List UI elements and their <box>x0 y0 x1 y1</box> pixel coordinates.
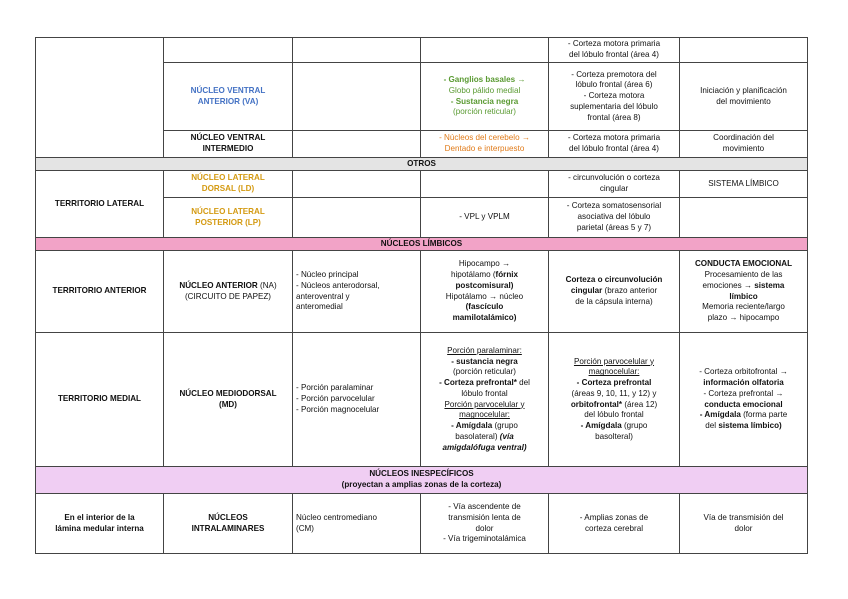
nucleus-anterior <box>164 251 293 333</box>
cell-line: anteroventral y <box>296 291 350 301</box>
text-run: basolateral) <box>455 431 500 441</box>
thalamic-nuclei-table <box>35 37 808 554</box>
cell-line: cingular <box>599 184 629 193</box>
cell-line: Vía de transmisión del <box>703 512 784 522</box>
table-cell <box>293 171 421 198</box>
cell-line: - circunvolución o corteza <box>568 173 660 183</box>
text-run: - Corteza prefrontal* <box>439 378 517 387</box>
cell-line: NÚCLEO LATERAL <box>191 206 265 216</box>
cell-line <box>552 421 676 432</box>
cell-line: del lóbulo frontal (área 4) <box>569 144 659 153</box>
section-title: NÚCLEOS LÍMBICOS <box>36 238 808 251</box>
nucleus-ld <box>164 171 293 198</box>
cell-line: - Núcleos anterodorsal, <box>296 280 380 290</box>
cell-line: (porción reticular) <box>453 107 516 117</box>
function-anterior <box>680 251 808 333</box>
cell-line: - Sustancia negra <box>450 96 519 106</box>
cell-line: mamilotalámico) <box>452 313 517 322</box>
efferents-va <box>549 63 680 131</box>
table-row <box>36 333 808 467</box>
table-cell <box>293 38 421 63</box>
function-va <box>680 63 808 131</box>
cell-line: - Corteza motora primaria <box>567 133 661 143</box>
efferents-anterior <box>549 251 680 333</box>
cell-line: Porción parvocelular y <box>444 399 525 409</box>
section-title: OTROS <box>36 158 808 171</box>
cell-line: dolor <box>734 523 753 533</box>
cell-line: Globo pálido medial <box>448 85 521 95</box>
text-run: cingular <box>570 286 603 296</box>
text-run: del <box>705 421 719 430</box>
function-md <box>680 333 808 467</box>
cell-line <box>552 286 676 297</box>
text-run: (NA) <box>257 280 277 290</box>
table-row <box>36 171 808 198</box>
cell-line: Hipotálamo → núcleo <box>445 291 524 301</box>
text-run: (forma parte <box>740 410 788 420</box>
cell-line: (proyectan a amplias zonas de la corteza) <box>341 480 502 489</box>
text-run: orbitofrontal* <box>570 399 623 409</box>
cell-line: amigdalófuga ventral) <box>442 442 527 452</box>
afferents-md <box>421 333 549 467</box>
cell-line: lóbulo frontal <box>461 388 508 398</box>
cell-line: - Núcleos del cerebelo → <box>439 133 530 143</box>
cell-line: del lóbulo frontal <box>584 410 644 420</box>
cell-line: Corteza o circunvolución <box>565 275 663 285</box>
section-header-limbicos <box>36 238 808 251</box>
cell-line <box>683 421 804 432</box>
cell-line: asociativa del lóbulo <box>577 212 651 222</box>
text-run: (área 12) <box>622 399 658 409</box>
nucleus-lp <box>164 198 293 238</box>
cell-line: del movimiento <box>716 96 771 106</box>
cell-line <box>424 270 545 281</box>
parts-md <box>293 333 421 467</box>
cell-line: (MD) <box>219 399 237 409</box>
text-run: (grupo <box>492 421 518 430</box>
cell-line: - Vía trigeminotalámica <box>443 534 526 544</box>
text-run: emociones → <box>702 280 755 290</box>
cell-line: DORSAL (LD) <box>201 184 255 193</box>
cell-line: - Corteza motora <box>583 91 645 101</box>
cell-line: Núcleo centromediano <box>296 512 377 522</box>
table-cell <box>421 38 549 63</box>
cell-line: conducta emocional <box>704 399 783 409</box>
cell-line: corteza cerebral <box>584 523 644 533</box>
table-cell <box>36 38 164 158</box>
cell-line <box>683 410 804 421</box>
text-run: del <box>516 378 530 387</box>
table-cell <box>549 38 680 63</box>
cell-line: - Porción parvocelular <box>296 394 375 404</box>
cell-line: Porción paralaminar: <box>447 345 522 355</box>
cell-line: del lóbulo frontal (área 4) <box>569 50 659 59</box>
cell-line: - Porción paralaminar <box>296 383 374 393</box>
function-intralaminar <box>680 494 808 554</box>
table-cell <box>164 38 293 63</box>
cell-line: postcomisural) <box>455 280 514 290</box>
cell-line: (áreas 9, 10, 11, y 12) y <box>571 388 657 398</box>
afferents-va <box>421 63 549 131</box>
afferents-anterior <box>421 251 549 333</box>
cell-line: magnocelular: <box>459 410 510 420</box>
afferents-lp: - VPL y VPLM <box>421 198 549 238</box>
cell-line: de la cápsula interna) <box>575 296 653 306</box>
cell-line: (fascículo <box>465 302 504 312</box>
cell-line: transmisión lenta de <box>448 512 521 522</box>
nucleus-vi <box>164 131 293 158</box>
table-cell <box>293 63 421 131</box>
cell-line: dolor <box>475 523 494 533</box>
territory-lateral: TERRITORIO LATERAL <box>36 171 164 238</box>
cell-line: ANTERIOR (VA) <box>197 96 259 106</box>
cell-line: Procesamiento de las <box>704 270 783 279</box>
text-run: (brazo anterior <box>602 286 658 296</box>
cell-line: lóbulo frontal (área 6) <box>575 80 653 90</box>
cell-line: INTRALAMINARES <box>191 523 265 533</box>
cell-line: suplementaria del lóbulo <box>570 101 658 111</box>
cell-line <box>683 281 804 292</box>
cell-line: NÚCLEO MEDIODORSAL <box>179 388 277 398</box>
cell-line: POSTERIOR (LP) <box>195 217 261 227</box>
cell-line: - Corteza premotora del <box>571 69 657 79</box>
cell-line: parietal (áreas 5 y 7) <box>576 222 652 232</box>
cell-line <box>552 400 676 411</box>
section-header-otros <box>36 158 808 171</box>
cell-line: Porción parvocelular y <box>573 356 655 366</box>
cell-line: movimiento <box>722 144 765 153</box>
cell-line <box>424 432 545 443</box>
cell-line: lámina medular interna <box>55 523 144 533</box>
territory-anterior: TERRITORIO ANTERIOR <box>36 251 164 333</box>
cell-line: INTERMEDIO <box>202 144 254 153</box>
text-run: (vía <box>499 431 514 441</box>
cell-line: NÚCLEOS INESPECÍFICOS <box>369 469 474 479</box>
text-run: NÚCLEO ANTERIOR <box>179 280 258 290</box>
cell-line: NÚCLEO VENTRAL <box>190 133 266 143</box>
territory-medial: TERRITORIO MEDIAL <box>36 333 164 467</box>
table-cell <box>293 131 421 158</box>
nucleus-intralaminar <box>164 494 293 554</box>
cell-line: - Porción magnocelular <box>296 404 380 414</box>
text-run: - Amígdala <box>699 410 741 420</box>
parts-anterior <box>293 251 421 333</box>
table-cell <box>680 198 808 238</box>
cell-line: - Ganglios basales → <box>443 75 526 84</box>
cell-line: - Núcleo principal <box>296 270 359 279</box>
cell-line: Iniciación y planificación <box>700 85 787 95</box>
text-run: fórnix <box>495 270 519 279</box>
cell-line: frontal (área 8) <box>587 112 641 122</box>
cell-line: (CIRCUITO DE PAPEZ) <box>184 291 272 301</box>
function-vi <box>680 131 808 158</box>
function-ld: SISTEMA LÍMBICO <box>680 171 808 198</box>
cell-line: NÚCLEOS <box>208 512 248 522</box>
cell-line: límbico <box>729 291 758 301</box>
afferents-intralaminar <box>421 494 549 554</box>
territory-intralaminar <box>36 494 164 554</box>
cell-line: - Vía ascendente de <box>448 502 521 511</box>
table-row <box>36 38 808 63</box>
table-row <box>36 251 808 333</box>
parts-intralaminar <box>293 494 421 554</box>
table-cell <box>680 38 808 63</box>
efferents-md <box>549 333 680 467</box>
cell-line: (porción reticular) <box>453 367 516 377</box>
cell-line: En el interior de la <box>64 512 135 522</box>
nucleus-md <box>164 333 293 467</box>
cell-line: - Corteza motora primaria <box>567 39 661 49</box>
efferents-ld <box>549 171 680 198</box>
cell-line: anteromedial <box>296 302 343 312</box>
cell-line: Memoria reciente/largo <box>702 302 785 312</box>
cell-line: Coordinación del <box>713 133 774 143</box>
cell-line <box>167 281 289 292</box>
text-run: sistema <box>754 280 785 290</box>
table-cell <box>293 198 421 238</box>
efferents-intralaminar <box>549 494 680 554</box>
cell-line: CONDUCTA EMOCIONAL <box>694 259 793 269</box>
nucleus-va <box>164 63 293 131</box>
cell-line <box>424 378 545 389</box>
cell-line: - Corteza somatosensorial <box>566 201 662 211</box>
cell-line: Dentado e interpuesto <box>444 144 525 153</box>
text-run: - Amígdala <box>580 421 622 430</box>
cell-line: NÚCLEO LATERAL <box>191 173 265 183</box>
text-run: sistema límbico) <box>718 421 782 430</box>
table-cell <box>421 171 549 198</box>
cell-line: - Corteza prefrontal → <box>703 388 784 398</box>
cell-line: basolteral) <box>595 431 633 441</box>
text-run: hipotálamo ( <box>450 270 496 279</box>
cell-line: magnocelular: <box>588 367 640 377</box>
cell-line: información olfatoria <box>703 378 784 387</box>
section-header-inespecificos <box>36 467 808 494</box>
cell-line: NÚCLEO VENTRAL <box>190 85 266 95</box>
cell-line: plazo → hipocampo <box>707 313 780 322</box>
section-title <box>36 467 808 494</box>
cell-line: - sustancia negra <box>451 356 518 366</box>
table-row <box>36 494 808 554</box>
cell-line <box>424 421 545 432</box>
efferents-lp <box>549 198 680 238</box>
cell-line: - Corteza orbitofrontal → <box>699 367 788 377</box>
afferents-vi <box>421 131 549 158</box>
text-run: - Amígdala <box>451 421 493 430</box>
cell-line: - Amplias zonas de <box>579 512 649 522</box>
text-run: (grupo <box>621 421 648 430</box>
efferents-vi <box>549 131 680 158</box>
cell-line: Hipocampo → <box>458 259 511 269</box>
cell-line: (CM) <box>296 523 314 533</box>
cell-line: - Corteza prefrontal <box>576 378 652 387</box>
